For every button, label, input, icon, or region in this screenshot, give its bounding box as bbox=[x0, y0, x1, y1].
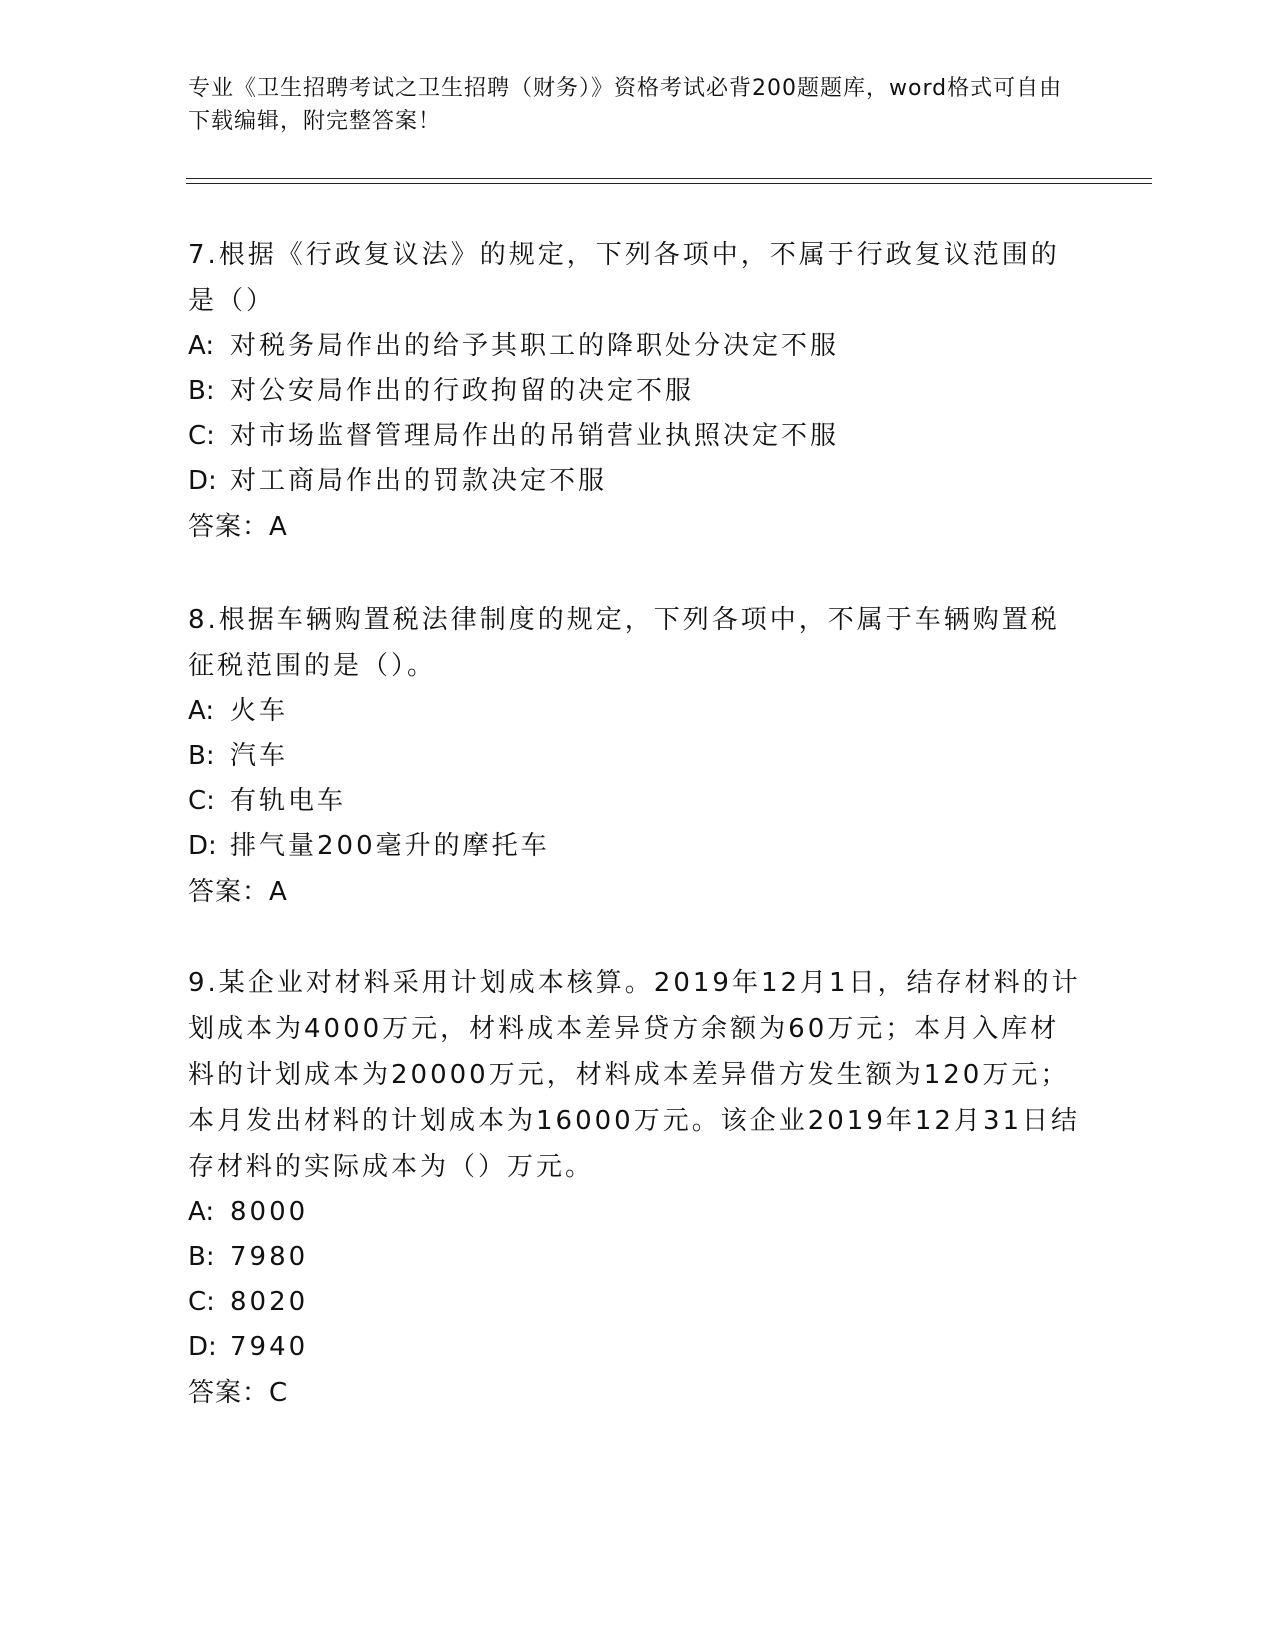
option-c bbox=[188, 414, 1088, 459]
option-letter: C: bbox=[188, 1287, 215, 1317]
answer-line: 答案：C bbox=[188, 1378, 289, 1408]
option-c bbox=[188, 1280, 1088, 1325]
option-letter: B: bbox=[188, 741, 215, 771]
option-text: 对税务局作出的给予其职工的降职处分决定不服 bbox=[230, 331, 840, 361]
option-letter: B: bbox=[188, 1242, 215, 1272]
option-d bbox=[188, 824, 1088, 869]
option-b bbox=[188, 369, 1088, 414]
option-a bbox=[188, 689, 1088, 734]
answer-line: 答案：A bbox=[188, 512, 288, 542]
option-letter: A: bbox=[188, 696, 215, 726]
question-8 bbox=[188, 597, 1088, 915]
option-letter: D: bbox=[188, 466, 217, 496]
header-rule-bottom bbox=[186, 183, 1152, 184]
question-stem: 7.根据《行政复议法》的规定，下列各项中，不属于行政复议范围的是（） bbox=[188, 240, 1060, 316]
option-a bbox=[188, 324, 1088, 369]
option-b bbox=[188, 734, 1088, 779]
question-stem: 9.某企业对材料采用计划成本核算。2019年12月1日，结存材料的计划成本为4000万元，材料成本差异贷方余额为60万元；本月入库材料的计划成本为20000万元，材料成本差异借方发生额为120万元；本月发出材料的计划成本为16000万元。该企业2019年12月31日结存材料的实际成本为（）万元。 bbox=[188, 968, 1081, 1182]
option-text: 对市场监督管理局作出的吊销营业执照决定不服 bbox=[230, 421, 840, 451]
option-text: 对工商局作出的罚款决定不服 bbox=[230, 466, 608, 496]
option-text: 8020 bbox=[230, 1287, 309, 1317]
option-a bbox=[188, 1190, 1088, 1235]
option-letter: A: bbox=[188, 331, 215, 361]
option-letter: A: bbox=[188, 1197, 215, 1227]
option-text: 火车 bbox=[230, 696, 289, 726]
option-text: 8000 bbox=[230, 1197, 309, 1227]
option-text: 7940 bbox=[230, 1332, 309, 1362]
option-d bbox=[188, 459, 1088, 504]
option-c bbox=[188, 779, 1088, 824]
option-letter: D: bbox=[188, 831, 217, 861]
option-text: 有轨电车 bbox=[230, 786, 347, 816]
answer-line: 答案：A bbox=[188, 877, 288, 907]
option-text: 汽车 bbox=[230, 741, 289, 771]
option-letter: C: bbox=[188, 786, 215, 816]
option-b bbox=[188, 1235, 1088, 1280]
question-7 bbox=[188, 232, 1088, 550]
header-rule-top bbox=[186, 178, 1152, 179]
option-letter: B: bbox=[188, 376, 215, 406]
question-stem: 8.根据车辆购置税法律制度的规定，下列各项中，不属于车辆购置税征税范围的是（）。 bbox=[188, 605, 1060, 681]
option-letter: D: bbox=[188, 1332, 217, 1362]
option-letter: C: bbox=[188, 421, 215, 451]
option-text: 7980 bbox=[230, 1242, 309, 1272]
option-d bbox=[188, 1325, 1088, 1370]
option-text: 排气量200毫升的摩托车 bbox=[230, 831, 550, 861]
document-header: 专业《卫生招聘考试之卫生招聘（财务）》资格考试必背200题题库，word格式可自由下载编辑，附完整答案！ bbox=[188, 76, 1063, 134]
question-9 bbox=[188, 960, 1088, 1416]
option-text: 对公安局作出的行政拘留的决定不服 bbox=[230, 376, 695, 406]
